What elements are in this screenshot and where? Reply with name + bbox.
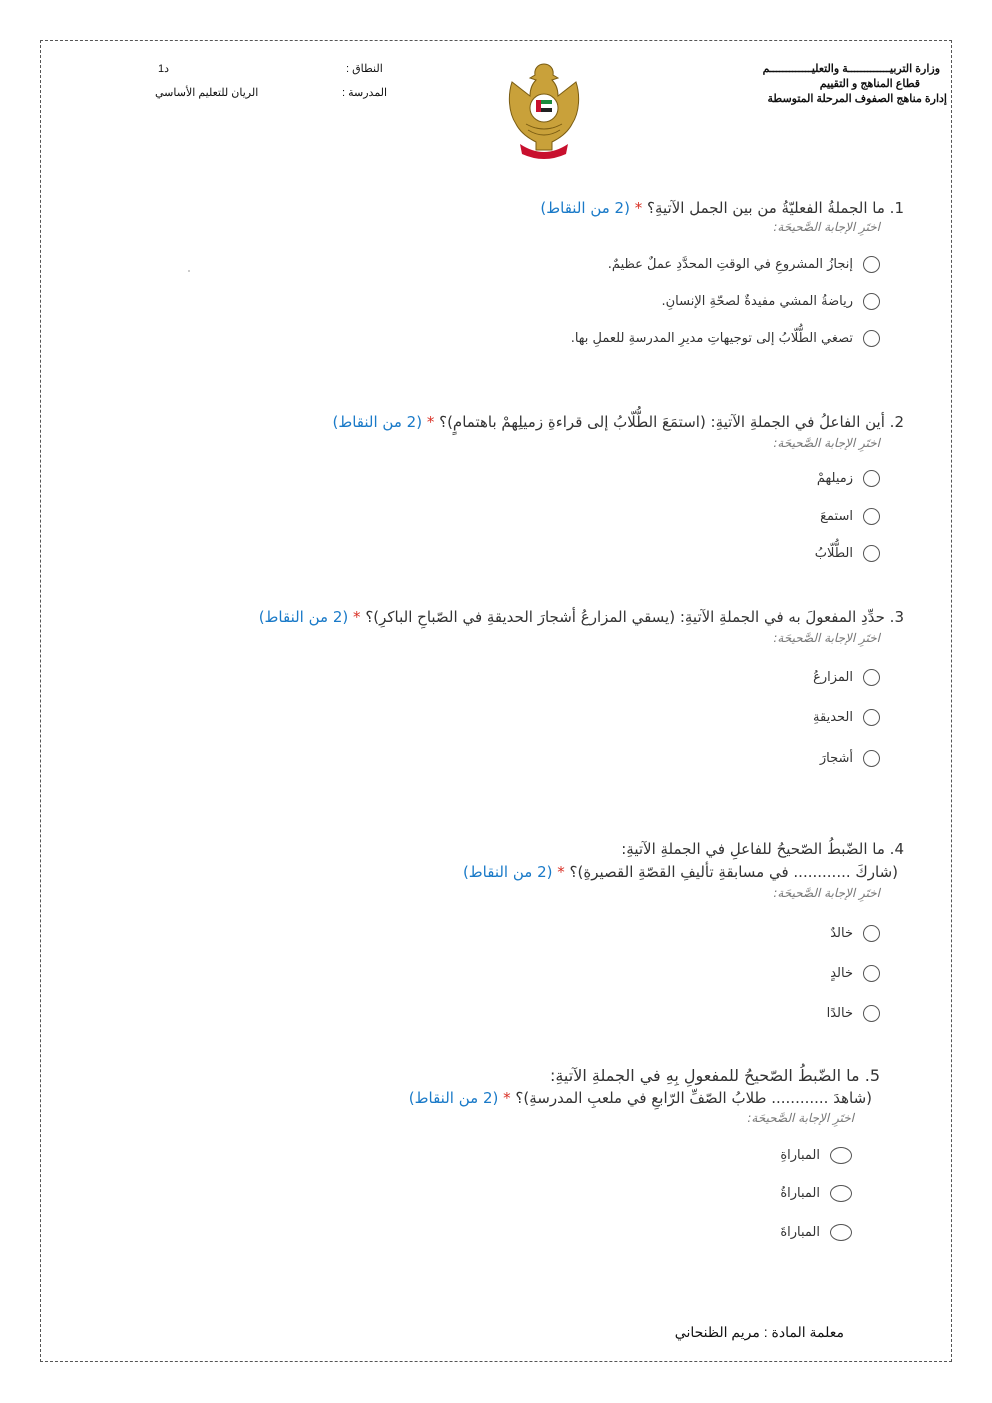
question-4-title-line-2: (شاركَ ............ في مسابقةِ تأليفِ القصّةِ القصيرةِ)؟ * (2 من النقاط) <box>462 863 898 881</box>
radio-button-icon[interactable] <box>863 256 880 273</box>
radio-button-icon[interactable] <box>863 750 880 767</box>
department-name: إدارة مناهج الصفوف المرحلة المتوسطة <box>767 93 947 105</box>
question-1-option-1[interactable]: إنجازُ المشروعِ في الوقتِ المحدَّدِ عملٌ عظيمٌ. <box>608 256 880 273</box>
points-label: (2 من النقاط) <box>540 199 630 217</box>
question-4-hint: اختَرِ الإجابة الصَّحيحَة: <box>773 886 880 900</box>
question-5-option-1[interactable]: المباراةِ <box>780 1147 852 1164</box>
points-label: (2 من النقاط) <box>408 1089 499 1107</box>
radio-button-icon[interactable] <box>863 545 880 562</box>
required-star: * <box>634 199 643 217</box>
radio-button-icon[interactable] <box>863 669 880 686</box>
question-5-title-line-2: (شاهدَ ............ طلابُ الصّفِّ الرّابعِ في ملعبِ المدرسةِ)؟ * (2 من النقاط) <box>408 1089 872 1107</box>
question-2-option-1[interactable]: زميلهمْ <box>817 470 880 487</box>
question-4-title: 4. ما الضّبطُ الصّحيحُ للفاعلِ في الجملةِ الآتيةِ: <box>621 840 904 858</box>
radio-button-icon[interactable] <box>863 330 880 347</box>
ministry-name: وزارة التربيـــــــــــــة والتعليـــــــــــــم <box>762 63 940 75</box>
school-value: الريان للتعليم الأساسي <box>155 87 259 99</box>
required-star: * <box>557 863 565 881</box>
radio-button-icon[interactable] <box>863 925 880 942</box>
radio-button-icon[interactable] <box>830 1147 852 1164</box>
stray-mark <box>188 270 190 272</box>
question-2-title: 2. أين الفاعلُ في الجملةِ الآتيةِ: (استمَعَ الطُّلّابُ إلى قراءةِ زميلِهمْ باهتمامٍ)؟ * (2 من النقاط) <box>332 413 904 431</box>
question-5-hint: اختَرِ الإجابة الصَّحيحَة: <box>747 1111 854 1125</box>
question-3-option-1[interactable]: المزارعُ <box>813 669 880 686</box>
radio-button-icon[interactable] <box>863 470 880 487</box>
radio-button-icon[interactable] <box>863 965 880 982</box>
required-star: * <box>503 1089 511 1107</box>
region-label: النطاق : <box>346 63 383 75</box>
question-2-option-3[interactable]: الطُّلّابُ <box>815 545 880 562</box>
points-label: (2 من النقاط) <box>332 413 423 431</box>
radio-button-icon[interactable] <box>863 709 880 726</box>
required-star: * <box>426 413 435 431</box>
question-3-title: 3. حدِّدِ المفعولَ به في الجملةِ الآتيةِ: (يسقي المزارعُ أشجارَ الحديقةِ في الصّباحِ الباكرِ)؟ * (2 من النقاط) <box>258 608 904 626</box>
teacher-name: معلمة المادة : مريم الظنحاني <box>674 1324 844 1340</box>
radio-button-icon[interactable] <box>830 1185 852 1202</box>
question-2-option-2[interactable]: استمعَ <box>820 508 880 525</box>
question-5-option-2[interactable]: المباراةُ <box>780 1185 852 1202</box>
region-value: د1 <box>158 63 170 75</box>
points-label: (2 من النقاط) <box>462 863 553 881</box>
question-4-option-2[interactable]: خالدٍ <box>830 965 880 982</box>
question-4-option-3[interactable]: خالدًا <box>827 1005 880 1022</box>
question-1-title: 1. ما الجملةُ الفعليّةُ من بين الجمل الآتيةِ؟ * (2 من النقاط) <box>540 199 904 217</box>
radio-button-icon[interactable] <box>863 1005 880 1022</box>
points-label: (2 من النقاط) <box>258 608 349 626</box>
question-5-option-3[interactable]: المباراةَ <box>780 1224 852 1241</box>
uae-emblem-icon <box>502 60 586 162</box>
radio-button-icon[interactable] <box>863 293 880 310</box>
question-4-option-1[interactable]: خالدٌ <box>830 925 880 942</box>
question-3-option-2[interactable]: الحديقةِ <box>813 709 880 726</box>
question-5-title: 5. ما الضّبطُ الصّحيحُ للمفعولِ بِهِ في الجملةِ الآتيةِ: <box>549 1066 880 1085</box>
sector-name: قطاع المناهج و التقييم <box>819 78 920 90</box>
radio-button-icon[interactable] <box>863 508 880 525</box>
question-1-option-3[interactable]: تصغي الطُّلّابُ إلى توجيهاتِ مديرِ المدرسةِ للعملِ بها. <box>571 330 880 347</box>
school-label: المدرسة : <box>342 87 388 99</box>
question-3-option-3[interactable]: أشجارَ <box>820 750 880 767</box>
question-1-option-2[interactable]: رياضةُ المشي مفيدةٌ لصحّةِ الإنسانِ. <box>662 293 881 310</box>
radio-button-icon[interactable] <box>830 1224 852 1241</box>
question-3-hint: اختَرِ الإجابة الصَّحيحَة: <box>773 631 880 645</box>
question-2-hint: اختَرِ الإجابة الصَّحيحَة: <box>773 436 880 450</box>
required-star: * <box>353 608 361 626</box>
question-1-hint: اختَرِ الإجابة الصَّحيحَة: <box>773 220 880 234</box>
